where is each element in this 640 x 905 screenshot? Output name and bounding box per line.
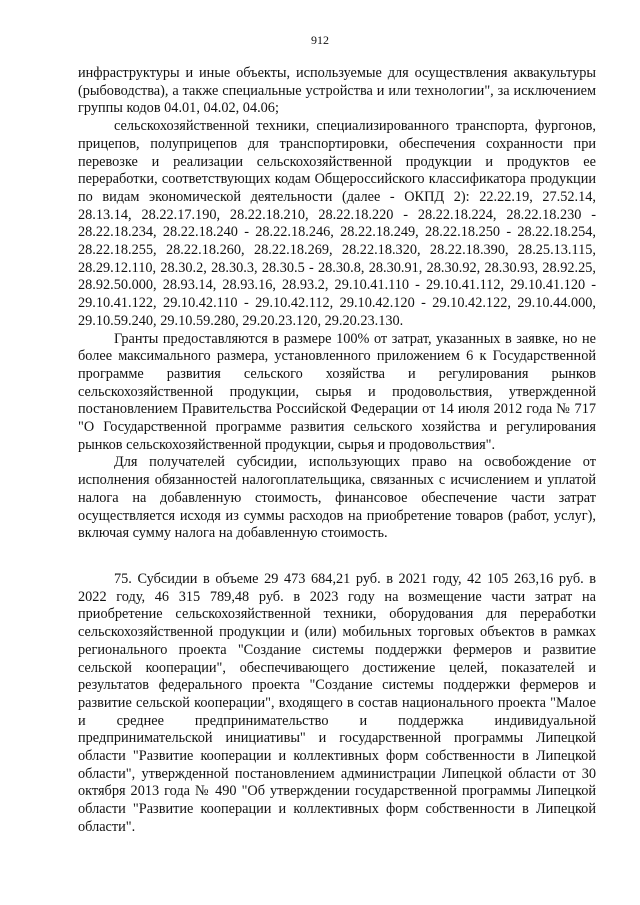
document-body bbox=[78, 65, 596, 837]
paragraph-infrastructure: инфраструктуры и иные объекты, используемые для осуществления аквакультуры (рыбоводства), а также специальные устройства и или технологии", за исключением группы кодов 04.01, 04.02, 04.06; bbox=[78, 65, 596, 117]
paragraph-grants-amount: Гранты предоставляются в размере 100% от затрат, указанных в заявке, но не более максимального размера, установленного приложением 6 к Государственной программе развития сельского хозяйства и регулирования рынков сельскохозяйственной продукции, сырья и продовольствия, утвержденной постановлением Правительства Российской Федерации от 14 июля 2012 года № 717 "О Государственной программе развития сельского хозяйства и регулирования рынков сельскохозяйственной продукции, сырья и продовольствия". bbox=[78, 330, 596, 453]
section-gap bbox=[78, 543, 596, 571]
paragraph-agricultural-machinery: сельскохозяйственной техники, специализированного транспорта, фургонов, прицепов, полуприцепов для транспортировки, обеспечения сохранности при перевозке и реализации сельскохозяйственной продукции и продуктов ее переработки, соответствующих кодам Общероссийского классификатора продукции по видам экономической деятельности (далее - ОКПД 2): 22.22.19, 27.52.14, 28.13.14, 28.22.17.190, 28.22.18.210, 28.22.18.220 - 28.22.18.224, 28.22.18.230 - 28.22.18.234, 28.22.18.240 - 28.22.18.246, 28.22.18.249, 28.22.18.250 - 28.22.18.254, 28.22.18.255, 28.22.18.260, 28.22.18.269, 28.22.18.320, 28.22.18.390, 28.25.13.115, 28.29.12.110, 28.30.2, 28.30.3, 28.30.5 - 28.30.8, 28.30.91, 28.30.92, 28.30.93, 28.92.25, 28.92.50.000, 28.93.14, 28.93.16, 28.93.2, 29.10.41.110 - 29.10.41.112, 29.10.41.120 - 29.10.41.122, 29.10.42.110 - 29.10.42.112, 29.10.42.120 - 29.10.42.122, 29.10.44.000, 29.10.59.240, 29.10.59.280, 29.20.23.120, 29.20.23.130. bbox=[78, 118, 596, 329]
paragraph-item-75-subsidies: 75. Субсидии в объеме 29 473 684,21 руб. в 2021 году, 42 105 263,16 руб. в 2022 году, 46 315 789,48 руб. в 2023 году на возмещение части затрат на приобретение сельскохозяйственной техники, оборудования для переработки сельскохозяйственной продукции и (или) мобильных торговых объектов в рамках регионального проекта "Создание системы поддержки фермеров и развитие сельской кооперации", обеспечивающего достижение целей, показателей и результатов федерального проекта "Создание системы поддержки фермеров и развитие сельской кооперации", входящего в состав национального проекта "Малое и среднее предпринимательство и поддержка индивидуальной предпринимательской инициативы" и государственной программы Липецкой области "Развитие кооперации и коллективных форм собственности в Липецкой области", утвержденной постановлением администрации Липецкой области от 30 октября 2013 года № 490 "Об утверждении государственной программы Липецкой области "Развитие кооперации и коллективных форм собственности в Липецкой области". bbox=[78, 570, 596, 835]
page-number: 912 bbox=[311, 33, 329, 47]
paragraph-vat-exemption: Для получателей субсидии, использующих право на освобождение от исполнения обязанностей налогоплательщика, связанных с исчислением и уплатой налога на добавленную стоимость, финансовое обеспечение части затрат осуществляется исходя из суммы расходов на приобретение товаров (работ, услуг), включая сумму налога на добавленную стоимость. bbox=[78, 454, 596, 542]
